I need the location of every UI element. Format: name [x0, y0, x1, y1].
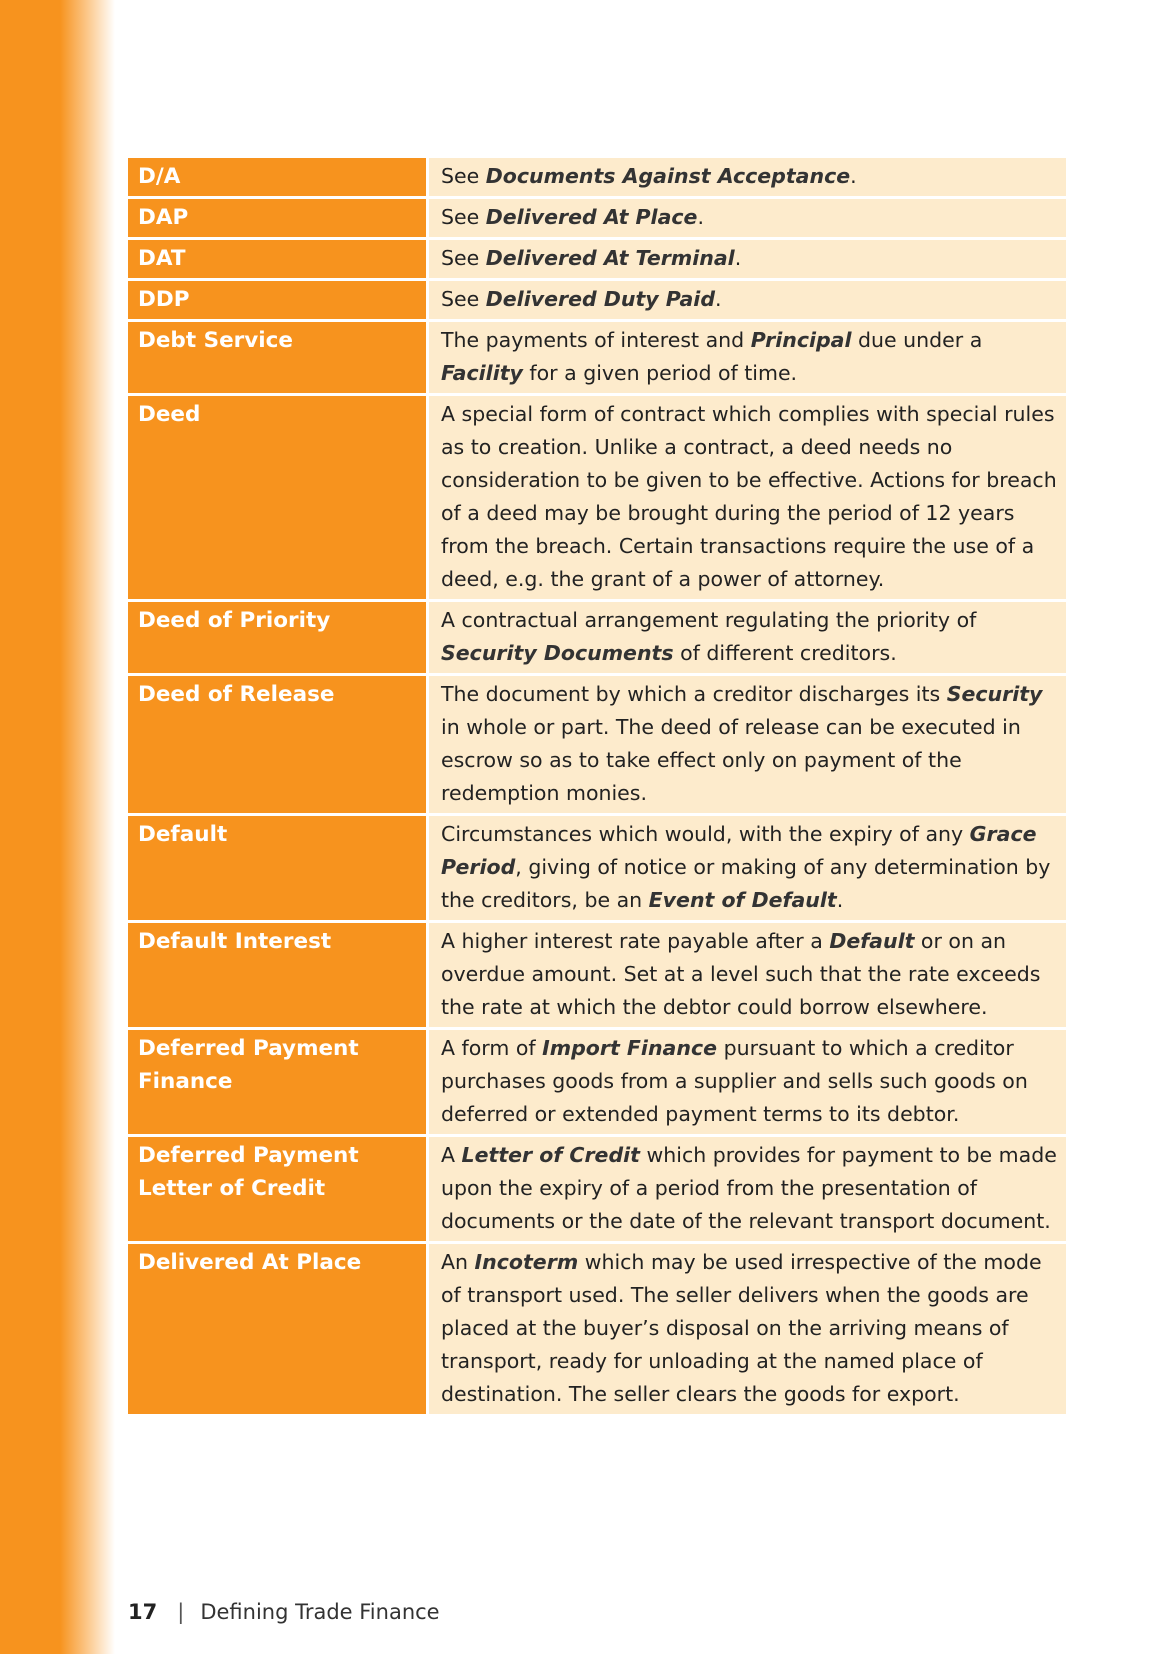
glossary-term: Deed — [128, 395, 428, 601]
glossary-definition — [428, 1029, 1067, 1136]
definition-text: for a given period of time. — [522, 361, 798, 385]
glossary-row — [128, 395, 1066, 601]
glossary-term: Delivered At Place — [128, 1243, 428, 1416]
cross-reference-term: Grace Period — [441, 822, 1037, 879]
definition-text: in whole or part. The deed of release can be executed in escrow so as to take effect only on payment of the redemption monies. — [441, 715, 1021, 805]
glossary-row — [128, 280, 1066, 321]
definition-text: A — [441, 1143, 462, 1167]
glossary-term: Deferred Payment Finance — [128, 1029, 428, 1136]
definition-text: Circumstances which would, with the expiry of any — [441, 822, 970, 846]
glossary-row — [128, 815, 1066, 922]
glossary-term: DDP — [128, 280, 428, 321]
glossary-row — [128, 675, 1066, 815]
cross-reference-term: Security — [946, 682, 1043, 706]
glossary-definition — [428, 280, 1067, 321]
glossary-row — [128, 601, 1066, 675]
definition-text: . — [697, 205, 704, 229]
page-number: 17 — [128, 1600, 158, 1624]
document-title: Defining Trade Finance — [200, 1600, 440, 1624]
cross-reference-term: Incoterm — [474, 1250, 579, 1274]
glossary-definition — [428, 239, 1067, 280]
glossary-term: DAT — [128, 239, 428, 280]
definition-text: A higher interest rate payable after a — [441, 929, 830, 953]
cross-reference-term: Letter of Credit — [461, 1143, 640, 1167]
glossary-body — [128, 158, 1066, 1416]
cross-reference-term: Event of Default — [648, 888, 837, 912]
glossary-term: D/A — [128, 158, 428, 198]
definition-text: of different creditors. — [673, 641, 897, 665]
definition-text: A special form of contract which complies with special rules as to creation. Unlike a contract, a deed needs no consideration to be given to be effective. Actions for breach of a deed may be brought during the period of 12 years from the breach. Certain transactions require the use of a deed, e.g. the grant of a power of attorney. — [441, 402, 1057, 591]
glossary-definition — [428, 198, 1067, 239]
glossary-term: Debt Service — [128, 321, 428, 395]
cross-reference-term: Delivered Duty Paid — [485, 287, 715, 311]
definition-text: . — [836, 888, 844, 912]
definition-text: A form of — [441, 1036, 543, 1060]
glossary-term: Deed of Priority — [128, 601, 428, 675]
glossary-definition — [428, 395, 1067, 601]
glossary-definition — [428, 675, 1067, 815]
side-color-bar — [0, 0, 115, 1654]
glossary-definition — [428, 1136, 1067, 1243]
glossary-row — [128, 1029, 1066, 1136]
definition-text: . — [715, 287, 722, 311]
cross-reference-term: Security Documents — [441, 641, 674, 665]
definition-text: which provides for payment to be made upon the expiry of a period from the presentation of documents or the date of the relevant transport document. — [441, 1143, 1057, 1233]
glossary-row — [128, 1243, 1066, 1416]
cross-reference-term: Delivered At Terminal — [485, 246, 735, 270]
definition-text: See — [441, 287, 486, 311]
definition-text: . — [850, 164, 857, 188]
definition-text: which may be used irrespective of the mode of transport used. The seller delivers when the goods are placed at the buyer’s disposal on the arriving means of transport, ready for unloading at the named place of destination. The seller clears the goods for export. — [441, 1250, 1042, 1406]
glossary-row — [128, 239, 1066, 280]
cross-reference-term: Delivered At Place — [485, 205, 698, 229]
cross-reference-term: Import Finance — [542, 1036, 718, 1060]
definition-text: See — [441, 164, 486, 188]
definition-text: See — [441, 205, 486, 229]
definition-text: An — [441, 1250, 475, 1274]
glossary-row — [128, 198, 1066, 239]
definition-text: See — [441, 246, 486, 270]
glossary-term: Default Interest — [128, 922, 428, 1029]
glossary-row — [128, 158, 1066, 198]
cross-reference-term: Default — [829, 929, 915, 953]
definition-text: The document by which a creditor discharges its — [441, 682, 947, 706]
glossary-row — [128, 321, 1066, 395]
cross-reference-term: Documents Against Acceptance — [485, 164, 851, 188]
glossary-term: Default — [128, 815, 428, 922]
definition-text: pursuant to which a creditor purchases goods from a supplier and sells such goods on deferred or extended payment terms to its debtor. — [441, 1036, 1028, 1126]
glossary-definition — [428, 922, 1067, 1029]
footer-separator: | — [177, 1600, 185, 1624]
cross-reference-term: Facility — [441, 361, 523, 385]
glossary-definition — [428, 321, 1067, 395]
page-footer — [128, 1600, 440, 1624]
glossary-definition — [428, 601, 1067, 675]
glossary-row — [128, 1136, 1066, 1243]
glossary-term: Deferred Payment Letter of Credit — [128, 1136, 428, 1243]
definition-text: due under a — [851, 328, 983, 352]
cross-reference-term: Principal — [750, 328, 852, 352]
glossary-definition — [428, 815, 1067, 922]
definition-text: or on an overdue amount. Set at a level such that the rate exceeds the rate at which the debtor could borrow elsewhere. — [441, 929, 1041, 1019]
glossary-term: DAP — [128, 198, 428, 239]
glossary-table — [128, 158, 1066, 1417]
glossary-row — [128, 922, 1066, 1029]
definition-text: , giving of notice or making of any determination by the creditors, be an — [441, 855, 1051, 912]
glossary-term: Deed of Release — [128, 675, 428, 815]
glossary-definition — [428, 158, 1067, 198]
definition-text: The payments of interest and — [441, 328, 751, 352]
glossary-definition — [428, 1243, 1067, 1416]
definition-text: . — [734, 246, 742, 270]
definition-text: A contractual arrangement regulating the priority of — [441, 608, 977, 632]
